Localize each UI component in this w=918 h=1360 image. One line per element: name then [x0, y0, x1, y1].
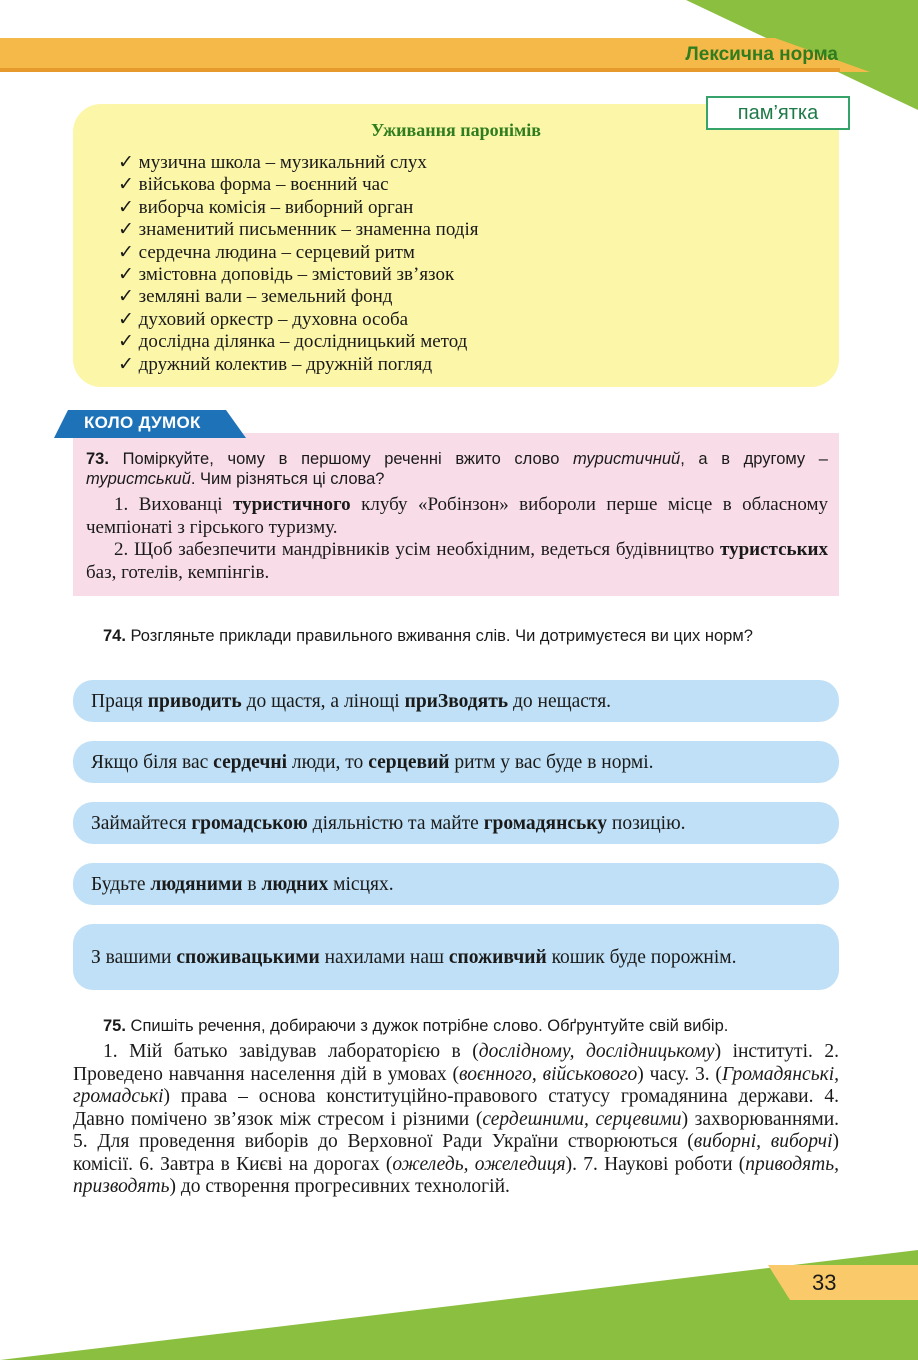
- paronym-list: [118, 152, 478, 376]
- memo-badge: пам’ятка: [706, 96, 850, 130]
- list-item: ✓ дружний колектив – дружній погляд: [118, 353, 433, 375]
- exercise-number: 75.: [103, 1017, 126, 1035]
- exercise-number: 73.: [86, 450, 109, 468]
- list-item: ✓ музична школа – музикальний слух: [118, 152, 427, 173]
- kolo-label: КОЛО ДУМОК: [84, 413, 201, 432]
- page-number: 33: [812, 1270, 837, 1295]
- exercise-73-sentence-1: 1. Вихованці туристичного клубу «Робінзон» вибороли перше місце в обласному чемпіонаті з гірського туризму.: [86, 494, 828, 538]
- list-item: ✓ знаменитий письменник – знаменна подія: [118, 219, 479, 241]
- list-item: ✓ військова форма – воєнний час: [118, 174, 389, 196]
- list-item: ✓ духовий оркестр – духовна особа: [118, 308, 409, 330]
- exercise-73-sentence-2: 2. Щоб забезпечити мандрівників усім необхідним, ведеться будівництво туристських баз, готелів, кемпінгів.: [86, 539, 828, 583]
- example-pill: Якщо біля вас сердечні люди, то серцевий ритм у вас буде в нормі.: [73, 741, 839, 783]
- example-pill: З вашими споживацькими нахилами наш споживчий кошик буде порожнім.: [73, 924, 839, 990]
- example-pill: Займайтеся громадською діяльністю та майте громадянську позицію.: [73, 802, 839, 844]
- memo-title: Уживання паронімів: [371, 120, 541, 140]
- list-item: ✓ земляні вали – земельний фонд: [118, 286, 393, 308]
- exercise-75-task: 75. Спишіть речення, добираючи з дужок потрібне слово. Обґрунтуйте свій вибір.: [103, 1017, 729, 1035]
- exercise-number: 74.: [103, 627, 126, 645]
- list-item: ✓ змістовна доповідь – змістовий зв’язок: [118, 264, 455, 286]
- exercise-75-text: 1. Мій батько завідував лабораторією в (дослідному, дослідницькому) інституті. 2. Проведено навчання населення дій в умовах (воєнного, військового) часу. 3. (Громадянські, громадські) права – основа конституційно-правового статусу громадянина держави. 4. Давно помічено зв’язок між стресом і різними (сердешними, серцевими) захворюваннями. 5. Для проведення виборів до Верховної Ради України створюються (виборні, виборчі) комісії. 6. Завтра в Києві на дорогах (ожеледь, ожеледиця). 7. Наукові роботи (приводять, призводять) до створення прогресивних технологій.: [73, 1041, 840, 1197]
- list-item: ✓ сердечна людина – серцевий ритм: [118, 241, 415, 263]
- section-title: Лексична норма: [685, 44, 838, 65]
- list-item: ✓ виборча комісія – виборний орган: [118, 196, 414, 218]
- exercise-74-task: 74. Розгляньте приклади правильного вживання слів. Чи дотримуєтеся ви цих норм?: [103, 627, 753, 645]
- page-number-tab: [768, 1265, 918, 1300]
- exercise-73-task: 73. Поміркуйте, чому в першому реченні вжито слово туристичний, а в другому – туристський. Чим різняться ці слова?: [86, 450, 828, 488]
- example-pill: Праця приводить до щастя, а лінощі приЗводять до нещастя.: [73, 680, 839, 722]
- list-item: ✓ дослідна ділянка – дослідницький метод: [118, 331, 468, 353]
- example-pill: Будьте людяними в людних місцях.: [73, 863, 839, 905]
- header-orange-shadow: [0, 68, 840, 72]
